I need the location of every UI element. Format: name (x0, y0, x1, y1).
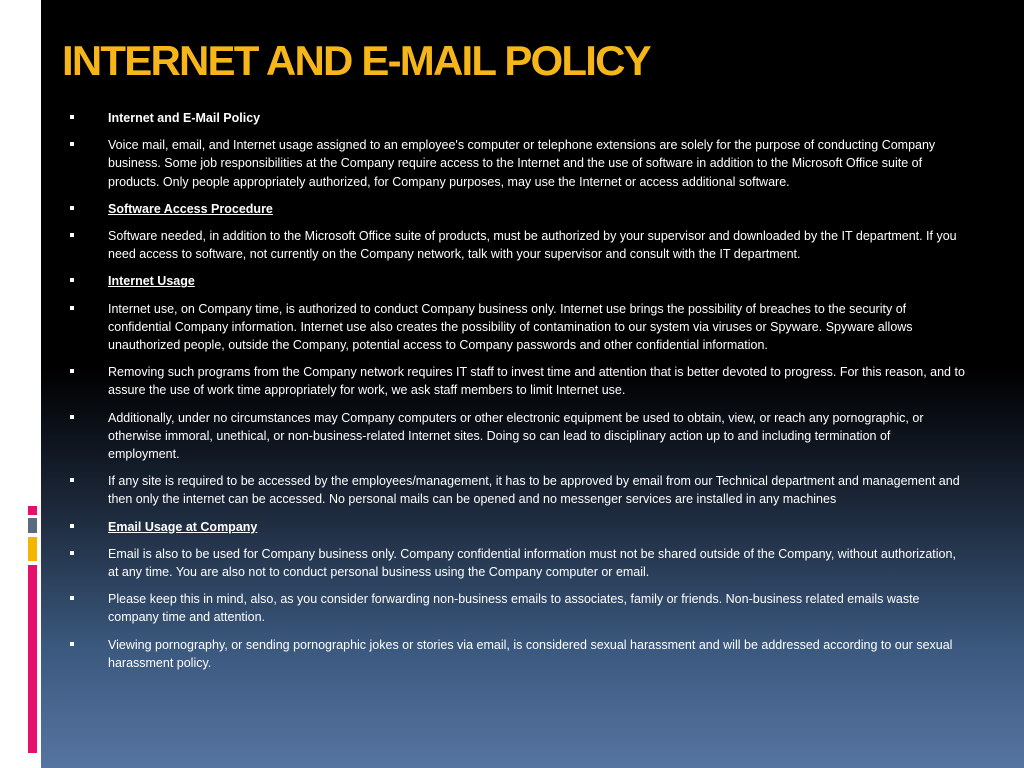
bullet-marker-icon (70, 233, 74, 237)
bullet-item (70, 636, 965, 672)
section-heading (70, 200, 965, 218)
section-heading-text: Internet and E-Mail Policy (108, 111, 261, 125)
bullet-marker-icon (70, 478, 74, 482)
bullet-marker-icon (70, 306, 74, 310)
bullet-item (70, 409, 965, 464)
bullet-text: Additionally, under no circumstances may Company computers or other electronic equipment be used to obtain, view, or reach any pornographic, or otherwise immoral, unethical, or non-business-related Internet sites. Doing so can lead to disciplinary action up to and including termination of employment. (108, 410, 924, 462)
bullet-text: If any site is required to be accessed by the employees/management, it has to be approved by email from our Technical department and management and then only the internet can be accessed. No personal mails can be opened and no messenger services are installed in any machines (108, 474, 960, 507)
bullet-item (70, 472, 965, 508)
section-heading-text: Email Usage at Company (108, 519, 258, 534)
section-heading-text: Software Access Procedure (108, 201, 273, 216)
bullet-text: Internet use, on Company time, is authorized to conduct Company business only. Internet use brings the possibility of breaches to the security of confidential Company information. Internet use also creates the possibility of contamination to our system via viruses or Spyware. Spyware allows unauthorized people, outside the Company, potential access to Company passwords and other confidential information. (108, 301, 913, 353)
bullet-text: Removing such programs from the Company network requires IT staff to invest time and attention that is better devoted to progress. For this reason, and to assure the use of work time appropriately for work, we ask staff members to limit Internet use. (108, 365, 965, 398)
bullet-item (70, 363, 965, 399)
bullet-text: Software needed, in addition to the Microsoft Office suite of products, must be authorized by your supervisor and downloaded by the IT department. If you need access to software, not currently on the Company network, talk with your supervisor and consult with the IT department. (108, 229, 957, 262)
section-heading (70, 109, 965, 127)
bullet-text: Viewing pornography, or sending pornographic jokes or stories via email, is considered sexual harassment and will be addressed according to our sexual harassment policy. (108, 637, 953, 670)
bullet-item (70, 227, 965, 263)
slide-title: INTERNET AND E-MAIL POLICY (62, 37, 650, 84)
accent-bar-gray (28, 518, 37, 533)
bullet-item (70, 590, 965, 626)
bullet-item (70, 136, 965, 191)
accent-bar-pink-small (28, 506, 37, 515)
section-heading (70, 518, 965, 536)
accent-bar-pink-tall (28, 565, 37, 753)
accent-bar-gold (28, 537, 37, 561)
bullet-marker-icon (70, 142, 74, 146)
bullet-marker-icon (70, 551, 74, 555)
bullet-text: Voice mail, email, and Internet usage assigned to an employee's computer or telephone extensions are solely for the purpose of conducting Company business. Some job responsibilities at the Company require access to the Internet and the use of software in addition to the Microsoft Office suite of products. Only people appropriately authorized, for Company purposes, may use the Internet or access additional software. (108, 138, 936, 189)
bullet-marker-icon (70, 206, 74, 210)
section-heading (70, 272, 965, 290)
bullet-marker-icon (70, 415, 74, 419)
bullet-list (70, 109, 965, 681)
bullet-item (70, 545, 965, 581)
bullet-marker-icon (70, 278, 74, 282)
bullet-text: Email is also to be used for Company business only. Company confidential information must not be shared outside of the Company, without authorization, at any time. You are also not to conduct personal business using the Company computer or email. (108, 546, 956, 580)
bullet-marker-icon (70, 642, 74, 646)
bullet-marker-icon (70, 524, 74, 528)
section-heading-text: Internet Usage (108, 274, 195, 289)
bullet-marker-icon (70, 596, 74, 600)
bullet-marker-icon (70, 115, 74, 119)
bullet-text: Please keep this in mind, also, as you consider forwarding non-business emails to associates, family or friends. Non-business related emails waste company time and attention. (108, 592, 920, 625)
bullet-item (70, 300, 965, 355)
bullet-marker-icon (70, 369, 74, 373)
